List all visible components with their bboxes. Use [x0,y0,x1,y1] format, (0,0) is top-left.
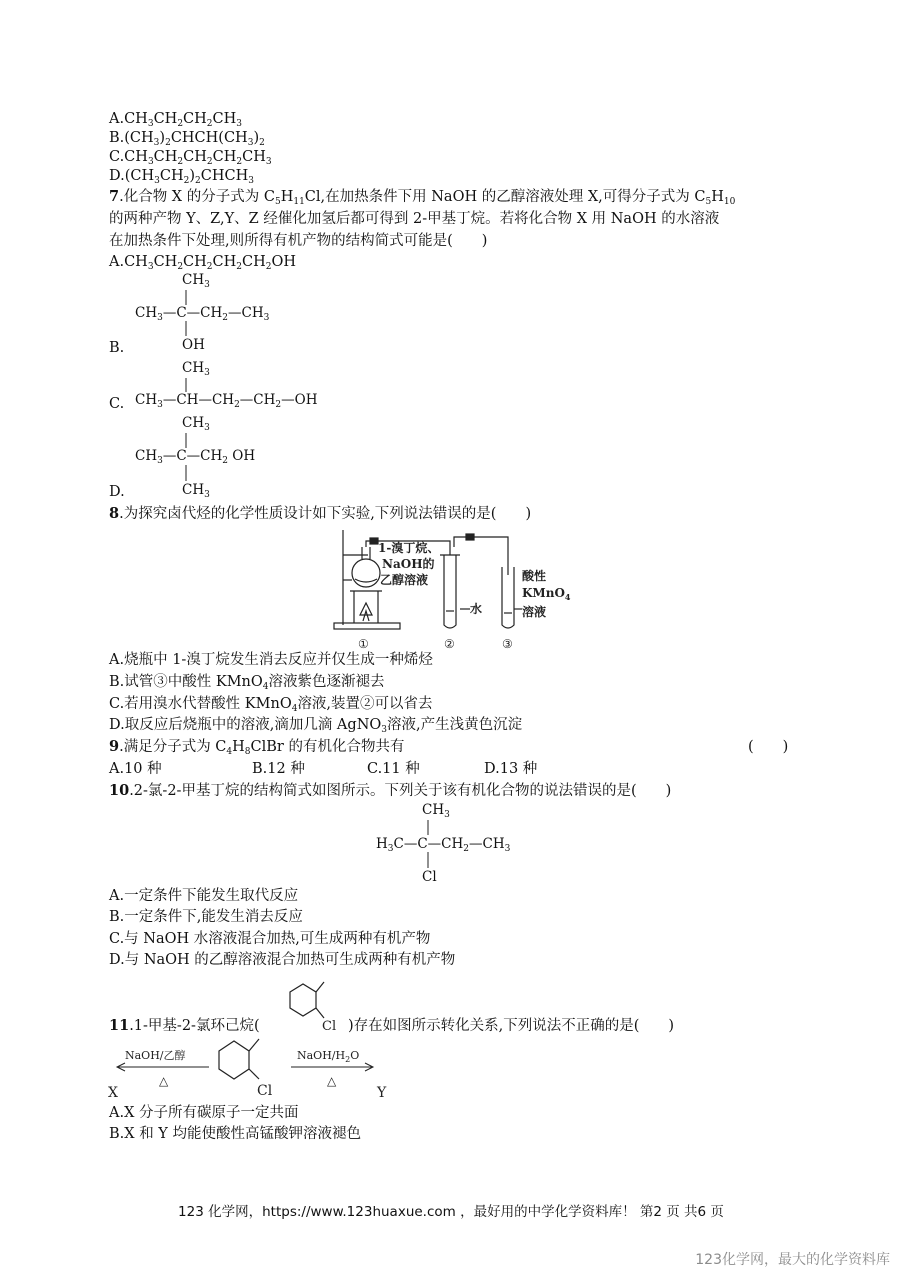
q8-apparatus-figure [330,525,590,653]
q11-option-b: B.X 和 Y 均能使酸性高锰酸钾溶液褪色 [109,1126,361,1142]
q10-main-chain: $H_3C—C—CH_2—CH_3$ [376,836,511,854]
q7d-main-chain: $CH_3—C—CH_2$ OH [135,448,256,466]
q9-stem: 9.满足分子式为 $C_4H_8ClBr$ 的有机化合物共有 [109,738,405,757]
q7d-top-methyl: $CH_3$ [182,415,210,433]
q7-option-b-label: B. [109,340,125,356]
q7d-bottom-methyl: $CH_3$ [182,482,210,500]
q8-fig-num-2: ② [444,637,455,651]
q8-fig-acid-1: 酸性 [522,569,547,583]
q7-option-d-label: D. [109,484,125,500]
q8-option-b: B.试管③中酸性 KMnO$_4$溶液紫色逐渐褪去 [109,674,385,692]
q11-product-y: Y [377,1085,387,1101]
q8-fig-num-3: ③ [502,637,513,651]
q10-bonds [0,0,1,1]
q10-option-d: D.与 NaOH 的乙醇溶液混合加热可生成两种有机产物 [109,952,456,968]
q8-fig-num-1: ① [358,637,369,651]
q11-inline-ring-structure [276,978,346,1034]
q9-option-c: C.11 种 [367,761,420,777]
q10-option-a: A.一定条件下能发生取代反应 [109,888,299,904]
q11-left-reagent: NaOH/乙醇 [125,1049,186,1062]
page-footer: 123 化学网，https://www.123huaxue.com ，最好用的中学化学资料库！ 第2 页 共6 页 [178,1204,724,1220]
q8-fig-label-3: 乙醇溶液 [380,573,429,587]
q7b-main-chain: $CH_3—C—CH_2—CH_3$ [135,305,270,323]
q9-option-a: A.10 种 [109,761,162,777]
q10-stem: 10.2-氯-2-甲基丁烷的结构简式如图所示。下列关于该有机化合物的说法错误的是( ) [109,782,672,799]
q11-option-a: A.X 分子所有碳原子一定共面 [109,1105,299,1121]
q10-option-c: C.与 NaOH 水溶液混合加热,可生成两种有机产物 [109,931,431,947]
q7-stem-line1: 7.化合物 X 的分子式为 $C_5H_{11}Cl$,在加热条件下用 NaOH 的乙醇溶液处理 X,可得分子式为 $C_5H_{10}$ [109,188,736,207]
q7-option-c-label: C. [109,396,125,412]
q8-fig-label-1: 1-溴丁烷、 [378,541,440,555]
q8-fig-acid-3: 溶液 [522,605,547,619]
q8-option-d: D.取反应后烧瓶中的溶液,滴加几滴 AgNO$_3$溶液,产生浅黄色沉淀 [109,717,523,735]
q11-stem-post: )存在如图所示转化关系,下列说法不正确的是( ) [348,1018,675,1034]
q11-left-heat: △ [159,1074,169,1088]
q7-stem-line2: 的两种产物 Y、Z,Y、Z 经催化加氢后都可得到 2-甲基丁烷。若将化合物 X 用 NaOH 的水溶液 [109,211,720,227]
q8-fig-label-2: NaOH的 [382,557,435,571]
q6-option-a: $A.CH_3CH_2CH_2CH_3$ [109,111,243,129]
q11-stem-pre: 11.1-甲基-2-氯环己烷( [109,1017,260,1034]
q8-fig-acid-2: KMnO$_4$ [522,586,571,602]
q9-option-b: B.12 种 [252,761,305,777]
q7c-main-chain: $CH_3—CH—CH_2—CH_2—OH$ [135,392,318,410]
q8-option-a: A.烧瓶中 1-溴丁烷发生消去反应并仅生成一种烯烃 [109,652,433,668]
q11-scheme-cl: Cl [257,1083,273,1099]
q11-right-heat: △ [327,1074,337,1088]
q8-option-c: C.若用溴水代替酸性 KMnO$_4$溶液,装置②可以省去 [109,696,433,714]
q11-inline-cl: Cl [322,1019,337,1034]
q7-option-a: $A.CH_3CH_2CH_2CH_2CH_2OH$ [109,254,297,272]
q11-conversion-scheme [105,1035,405,1103]
q6-option-c: $C.CH_3CH_2CH_2CH_2CH_3$ [109,149,272,167]
q7c-top-methyl: $CH_3$ [182,360,210,378]
q7b-top-methyl: $CH_3$ [182,272,210,290]
q11-product-x: X [108,1085,118,1101]
q9-option-d: D.13 种 [484,761,538,777]
q8-fig-water: 水 [470,602,483,616]
site-watermark: 123化学网，最大的化学资料库 [695,1252,890,1268]
q10-chlorine: Cl [422,869,437,885]
q11-right-reagent: NaOH/$H_2O$ [297,1049,360,1064]
q6-option-d: $D.(CH_3CH_2)_2CHCH_3$ [109,168,254,186]
q10-top-methyl: $CH_3$ [422,802,450,820]
q9-answer-paren: ( ) [748,739,789,755]
q6-option-b: $B.(CH_3)_2CHCH(CH_3)_2$ [109,130,265,148]
q7-stem-line3: 在加热条件下处理,则所得有机产物的结构简式可能是( ) [109,233,488,249]
q7b-hydroxyl: OH [182,337,205,353]
q10-option-b: B.一定条件下,能发生消去反应 [109,909,303,925]
q8-stem: 8.为探究卤代烃的化学性质设计如下实验,下列说法错误的是( ) [109,505,532,522]
